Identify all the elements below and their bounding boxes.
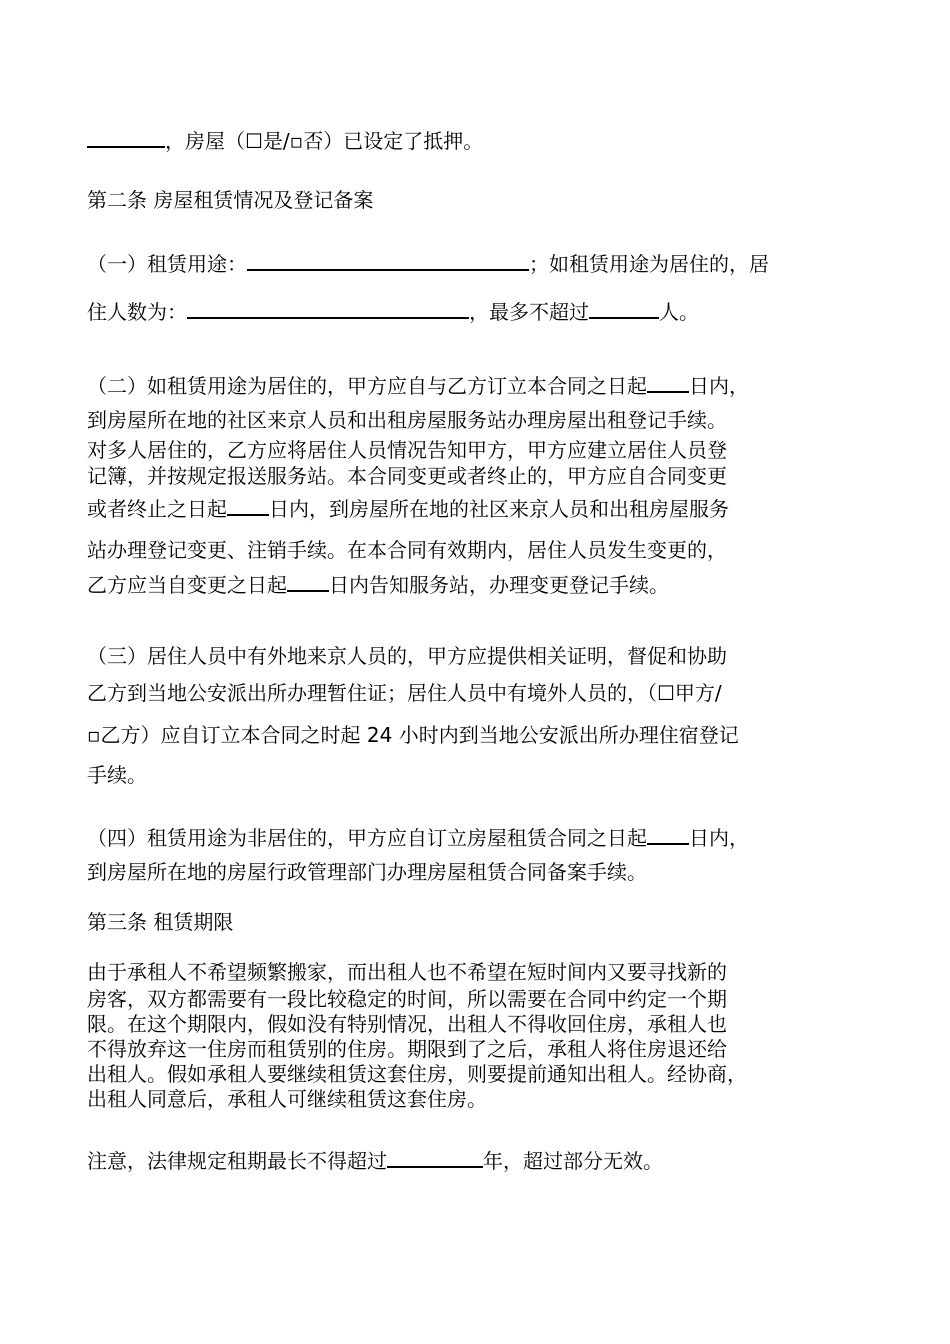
text-segment: 出租人。假如承租人要继续租赁这套住房，则要提前通知出租人。经协商， [87,1062,747,1086]
text-line [87,762,147,788]
text-line [87,680,722,706]
text-line [87,407,727,433]
text-segment: 日内， [689,826,749,850]
text-segment: 到房屋所在地的社区来京人员和出租房屋服务站办理房屋出租登记手续。 [87,408,727,432]
text-line [87,722,739,748]
text-line [87,371,749,399]
text-segment: 由于承租人不希望频繁搬家，而出租人也不希望在短时间内又要寻找新的 [87,960,727,984]
text-line [87,986,727,1012]
text-line [87,909,233,935]
text-segment: 乙方应当自变更之日起 [87,573,287,597]
text-segment: 第三条 租赁期限 [87,910,234,934]
text-segment: （三）居住人员中有外地来京人员的，甲方应提供相关证明，督促和协助 [87,644,727,668]
text-line [87,297,699,325]
text-segment: 日内， [689,374,749,398]
text-segment: ；如租赁用途为居住的，居 [529,252,769,276]
text-line [87,126,483,154]
text-line [87,643,727,669]
text-segment: （一）租赁用途： [87,252,247,276]
text-segment: 日内告知服务站，办理变更登记手续。 [329,573,669,597]
text-line [87,1036,727,1062]
fill-in-blank [87,126,165,148]
text-line [87,187,373,213]
text-segment: 乙方到当地公安派出所办理暂住证；居住人员中有境外人员的，（☐甲方/ [87,681,722,705]
text-line [87,1011,727,1037]
fill-in-blank [387,1146,483,1168]
fill-in-blank [647,823,689,845]
text-line [87,1146,663,1174]
text-segment: 房客，双方都需要有一段比较稳定的时间，所以需要在合同中约定一个期 [87,987,727,1011]
text-segment: 日内，到房屋所在地的社区来京人员和出租房屋服务 [269,497,729,521]
text-segment: 人。 [659,300,699,324]
text-segment: 记簿，并按规定报送服务站。本合同变更或者终止的，甲方应自合同变更 [87,464,727,488]
fill-in-blank [647,371,689,393]
fill-in-blank [589,297,659,319]
text-segment: 出租人同意后，承租人可继续租赁这套住房。 [87,1087,487,1111]
text-line [87,437,727,463]
text-segment: 手续。 [87,763,147,787]
text-line [87,823,749,851]
text-segment: 住人数为： [87,300,187,324]
text-segment: 到房屋所在地的房屋行政管理部门办理房屋租赁合同备案手续。 [87,860,647,884]
text-line [87,859,647,885]
text-line [87,494,729,522]
text-segment: ▫乙方）应自订立本合同之时起 24 小时内到当地公安派出所办理住宿登记 [87,723,739,747]
text-segment: 不得放弃这一住房而租赁别的住房。期限到了之后，承租人将住房退还给 [87,1037,727,1061]
fill-in-blank [187,297,469,319]
text-segment: 站办理登记变更、注销手续。在本合同有效期内，居住人员发生变更的， [87,538,727,562]
fill-in-blank [287,570,329,592]
text-line [87,1061,747,1087]
text-segment: （二）如租赁用途为居住的，甲方应自与乙方订立本合同之日起 [87,374,647,398]
fill-in-blank [247,249,529,271]
text-segment: 注意，法律规定租期最长不得超过 [87,1149,387,1173]
text-segment: 对多人居住的，乙方应将居住人员情况告知甲方，甲方应建立居住人员登 [87,438,727,462]
text-segment: 第二条 房屋租赁情况及登记备案 [87,188,374,212]
text-line [87,959,727,985]
text-segment: 或者终止之日起 [87,497,227,521]
text-line [87,570,669,598]
text-segment: ，房屋（☐是/▫否）已设定了抵押。 [165,129,484,153]
text-segment: 年，超过部分无效。 [483,1149,663,1173]
text-line [87,1086,487,1112]
text-line [87,249,769,277]
text-segment: （四）租赁用途为非居住的，甲方应自订立房屋租赁合同之日起 [87,826,647,850]
text-line [87,537,727,563]
text-segment: ，最多不超过 [469,300,589,324]
text-line [87,463,727,489]
fill-in-blank [227,494,269,516]
text-segment: 限。在这个期限内，假如没有特别情况，出租人不得收回住房，承租人也 [87,1012,727,1036]
